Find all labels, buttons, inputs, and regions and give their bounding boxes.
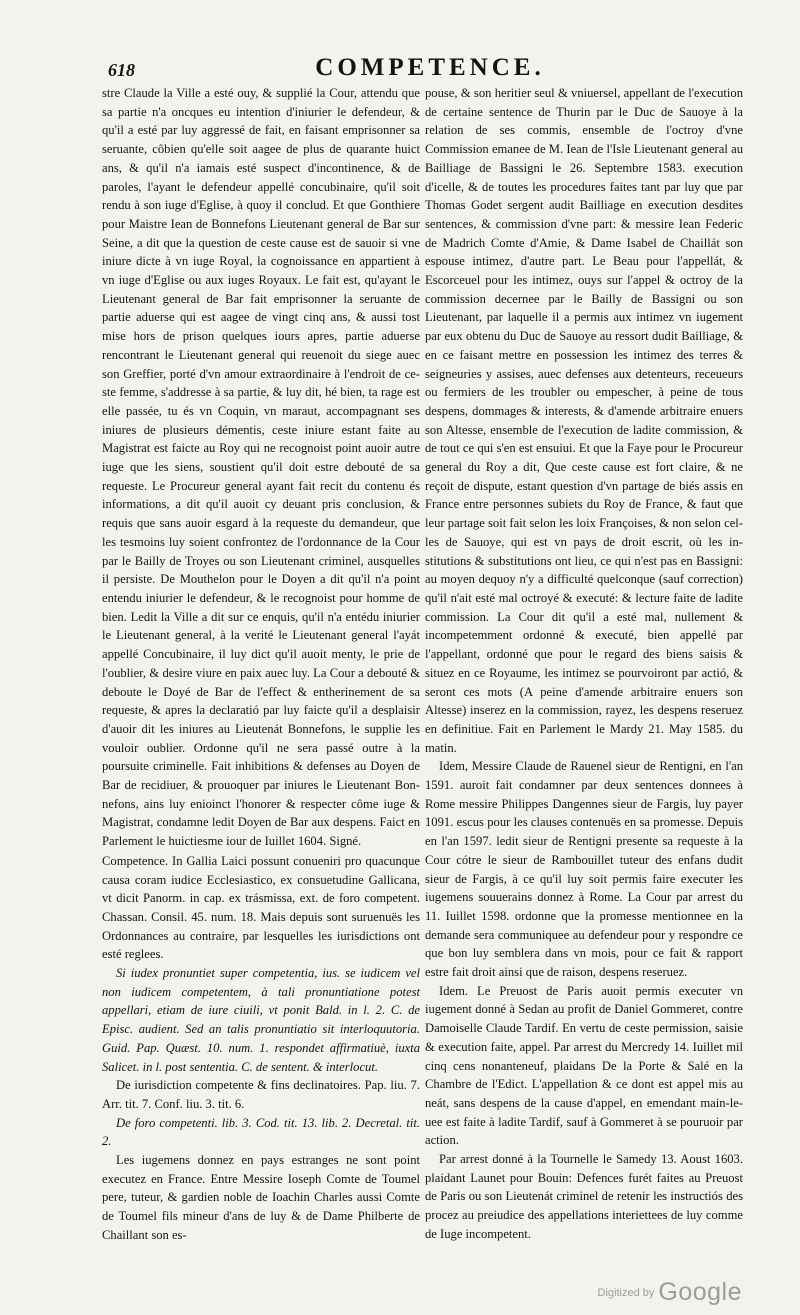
running-title: COMPETENCE. <box>315 54 545 81</box>
paragraph-toumel-case: pouse, & son heritier seul & vniuersel, appellant de l'execution de certaine sentence de Thurin par le Duc de Sauoye à la relation de ses commis, ensemble de l'octroy d'vne Commission emanee de M. Iean de l'Isle Lieutenant general au Bailliage de Bassigni le 26. Septembre 1583. execution d'icelle, & de toutes les procedures faites tant par luy que par Thomas Godet sergent audit Bailliage en execution desdites sentences, & commission d'vne part: & messire Iean Federic de Madrich Comte d'Amie, & Dame Isabel de Chaillát son espouse intimez, d'autre part. Le Beau pour l'appellát, & Escorceuel pour les intimez, ouys sur l'appel & octroy de la commission decernee par le Bailly de Bassigni ou son Lieutenant, par laquelle il a permis aux intimez vn iugement par eux obtenu du Duc de Sauoye au ressort dudit Bailliage, & en ce faisant mettre en possession les intimez des terres & seigneuries y assises, auec defenses aux detenteurs, receueurs ou fermiers de les troubler ou empescher, à peine de tous despens, dommages & interests, & d'amende arbitraire enuers son Altesse, ensemble de l'execution de ladite commission, & de tout ce qui s'en est ensuiui. Et que la Faye pour le Procureur general du Roy a dit, Que ceste cause est fort claire, & ne reçoit de dispute, estant question d'vn partage de biés assis en France entre personnes subiets du Roy de France, & faut que leur partage soit fait selon les loix Françoises, & non selon celles de Sauoye, qui est vn pays de droit escrit, où les institutions & substitutions ont lieu, ce qui n'est pas en Bassigni: au moyen dequoy n'y a difficulté quelconque (sauf correction) qu'il n'ait esté mal octroyé & executé: & lecture faite de ladite commission. La Cour dit qu'il a esté mal, nullement & incompetemment ordonné & executé, bien appellé par l'appellant, ordonné que pour le regard des biens saisis & situez en ce Royaume, les intimez se pourvoiront par actió, & seront ces mots (A peine d'amende arbitraire enuers son Altesse) inserez en la commission, rayez, les despens reseruez en definitiue. Fait en Parlement le Mardy 21. May 1585. du matin. <box>425 86 743 755</box>
google-logo: Google <box>658 1278 742 1306</box>
digitized-watermark <box>598 1278 742 1307</box>
paragraph-iugemens-estranges: Les iugemens donnez en pays estranges ne sont point executez en France. Entre Messire Ioseph Comte de Toumel pere, tuteur, & gardien noble de Ioachin Charles aussi Comte de Toumel fils mineur d'ans de luy & de Dame Philberte de Chaillant son es- <box>102 1153 420 1242</box>
page-header <box>100 54 760 84</box>
paragraph-competence-gallia: Competence. In Gallia Laici possunt conueniri pro quacunque causa coram iudice Ecclesiastico, ex consuetudine Gallicana, vt dicit Panorm. in cap. ex trásmissa, ext. de foro competent. Chassan. Consil. 45. num. 18. Mais depuis sont suruenuës les Ordonnances au contraire, par lesquelles les iurisdictions ont esté reglees. <box>102 853 420 962</box>
paragraph-si-iudex: Si iudex pronuntiet super competentia, ius. se iudicem vel non iudicem competentem, à tali pronuntiatione potest appellari, etiam de iure ciuili, vt ponit Bald. in l. 2. C. de Episc. audient. Sed an talis pronuntiatio sit interloquutoria. Guid. Pap. Quæst. 10. num. 1. respondet affirmatiuè, iuxta Salicet. in l. post sententia. C. de sentent. & interlocut. <box>102 966 420 1074</box>
paragraph-case-la-ville: stre Claude la Ville a esté ouy, & supplié la Cour, attendu que sa partie n'a oncques eu intention d'iniurier le defendeur, & qu'il a esté par luy aggressé de fait, en faisant emprisonner sa seruante, côbien qu'elle soit aagee de plus de quarante huict ans, & qu'il n'a iamais esté suspect d'incontinence, & de paroles, l'ayant le defendeur appellé concubinaire, qu'il soit rendu à son iuge d'Eglise, à quoy il conclud. Et que Gonthiere pour Maistre Iean de Bonnefons Lieutenant general de Bar sur Seine, a dit que la question de ceste cause est de sauoir si vne iniure dicte à vn iuge Royal, la cognoissance en appartient à vn iuge d'Eglise ou aux iuges Royaux. Le fait est, qu'ayant le Lieutenant general de Bar fait emprisonner la seruante de partie aduerse qui est aagee de vingt cinq ans, & aussi tost mise hors de prison quelques iours apres, partie aduerse rencontrant le Lieutenant general qui reuenoit du siege auec son Greffier, porté d'vn amour extraordinaire à l'endroit de ceste femme, s'addresse à sa partie, & luy dit, hé bien, ta rage est elle passée, tu és vn Coquin, vn maraut, accompagnant ses iniures de plusieurs démentis, ceste iniure estant faite au Magistrat est faicte au Roy qui ne recognoist point auoir autre iuge que les siens, soustient qu'il doit estre debouté de sa requeste. Le Procureur general ayant fait recit du contenu és informations, a dit qu'il auoit cy deuant pris conclusion, & requis que sans auoir esgard à la requeste du demandeur, que les tesmoins luy soient confrontez de l'ordonnance de la Cour par le Bailly de Troyes ou son Lieutenant criminel, ausquelles il persiste. De Mouthelon pour le Doyen a dit qu'il n'a point entendu iniurier le defendeur, & le recognoist pour homme de bien. Ledit la Ville a dit sur ce enquis, qu'il n'a entédu iniurier le Lieutenant general, à la verité le Lieutenant general l'ayát appellé Concubinaire, il luy dict qu'il auoit menty, le prie de l'oublier, & desire viure en paix auec luy. La Cour a debouté & deboute le Doyé de Bar de l'effect & entherinement de sa requeste, & apres la declaratió par luy faicte qu'il a desplaisir d'auoir dit les iniures au Lieutenát Bonnefons, le supplie les vouloir oublier. Ordonne qu'il ne sera passé outre à la poursuite criminelle. Fait inhibitions & defenses au Doyen de Bar de recidiuer, & prouoquer par iniures le Lieutenant Bonnefons, ains luy enioinct l'honorer & respecter côme iuge & Magistrat, condamne ledit Doyen de Bar aux despens. Faict en Parlement le huictiesme iour de Iuillet 1604. Signé. <box>102 86 420 849</box>
right-column <box>425 84 743 1244</box>
paragraph-foro-competenti: De foro competenti. lib. 3. Cod. tit. 13. lib. 2. Decretal. tit. 2. <box>102 1115 420 1149</box>
left-column <box>102 84 420 1245</box>
watermark-prefix: Digitized by <box>597 1286 655 1299</box>
page-number: 618 <box>108 60 135 80</box>
paragraph-iurisdiction-ref: De iurisdiction competente & fins declinatoires. Pap. liu. 7. Arr. tit. 7. Conf. liu. 3. tit. 6. <box>102 1078 420 1111</box>
paragraph-tournelle-arrest: Par arrest donné à la Tournelle le Samedy 13. Aoust 1603. plaidant Launet pour Bouin: Defences furét faites au Preuost de Paris ou son Lieutenát criminel de retenir les instructiós des procez au preiudice des appellations interiettees de luy comme de Iuge incompetent. <box>425 1152 743 1241</box>
paragraph-sedan-case: Idem. Le Preuost de Paris auoit permis executer vn iugement donné à Sedan au profit de Daniel Gommeret, contre Damoiselle Claude Tardif. En vertu de ceste permission, saisie & execution faite, appel. Par arrest du Mercredy 14. Iuillet mil cinq cens nonanteneuf, plaidans De la Porte & Salé en la Chambre de l'Edict. L'appellation & ce dont est appel mis au neát, sans despens de la cause d'appel, en emendant main-leuee est faite à ladite Tardif, sauf à Gommeret à se pouruoir par action. <box>425 983 743 1148</box>
paragraph-rauenel-case: Idem, Messire Claude de Rauenel sieur de Rentigni, en l'an 1591. auroit fait condamner par deux sentences donnees à Rome messire Philippes Dangennes sieur de Fargis, luy payer 1091. escus pour les clauses contenuës en sa promesse. Depuis en l'an 1597. ledit sieur de Rentigni presente sa requeste à la Cour cótre le sieur de Rambouillet tuteur des enfans dudit sieur de Fargis, à ce qu'il luy soit permis faire executer les iugemens souuerains donnez à Rome. La Cour par arrest du 11. Iuillet 1598. ordonne que la promesse mentionnee en la demande sera communiquee au defendeur pour y respondre ce que bon luy semblera dans vn mois, pour ce fait & rapport estre fait droit ainsi que de raison, despens reseruez. <box>425 759 743 980</box>
